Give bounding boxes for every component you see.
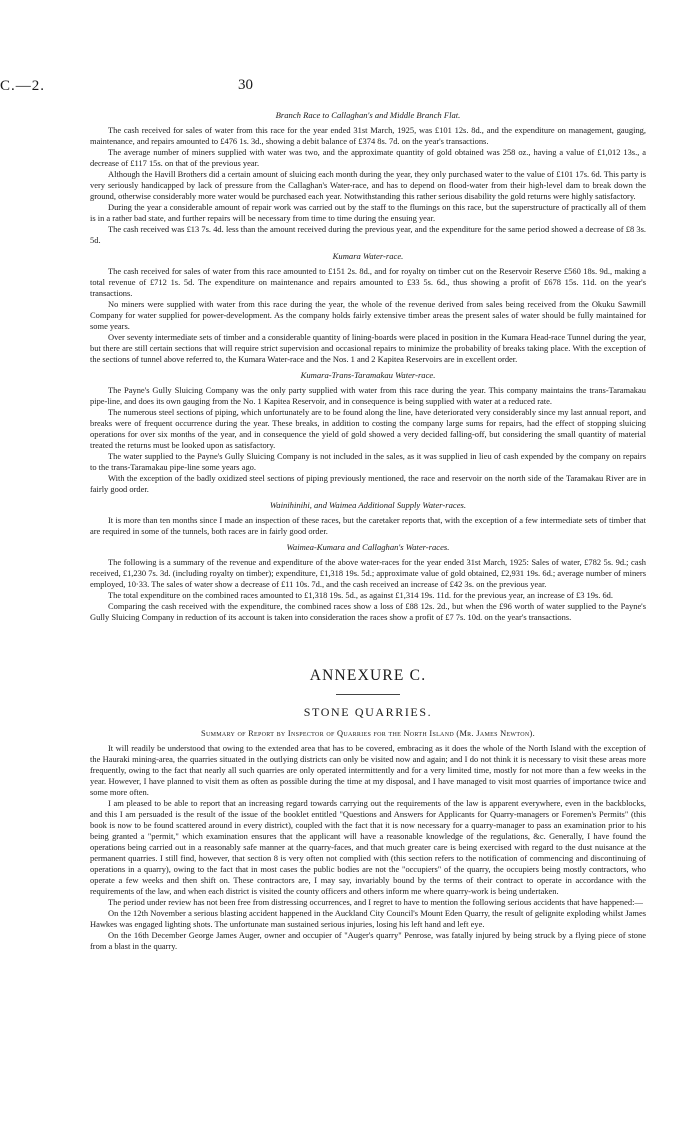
paragraph: The numerous steel sections of piping, which unfortunately are to be found along the line, have deteriorated very considerably since my last annual report, and breaks were of frequent occurrence during the year. These breaks, in addition to costing the company large sums for repairs, had the effect of stopping sluicing operations for over six months of the year, and in consequence the yield of gold showed a very decided falling-off, but considering the small quantity of material treated the returns must be looked upon as satisfactory.: [90, 407, 646, 450]
paragraph: On the 16th December George James Auger, owner and occupier of "Auger's quarry" Penrose, was fatally injured by being struck by a flying piece of stone from a blast in the quarry.: [90, 930, 646, 951]
section-branch-race: [90, 110, 646, 246]
section-wainihinihi-waimea: [90, 500, 646, 537]
paragraph: With the exception of the badly oxidized steel sections of piping previously mentioned, the race and reservoir on the north side of the Taramakau River are in fairly good order.: [90, 473, 646, 494]
paragraph: The cash received for sales of water from this race amounted to £151 2s. 8d., and for royalty on timber cut on the Reservoir Reserve £560 18s. 9d., making a total revenue of £712 1s. 5d. The expenditure on maintenance and repairs amounted to £33 5s. 6d., thus showing a profit of £678 15s. 11d. on the year's transactions.: [90, 266, 646, 298]
paragraph: The average number of miners supplied with water was two, and the approximate quantity of gold obtained was 258 oz., having a value of £1,012 13s., a decrease of £117 15s. on that of the previous year.: [90, 147, 646, 168]
paragraph: Comparing the cash received with the expenditure, the combined races show a loss of £88 12s. 2d., but when the £96 worth of water supplied to the Payne's Gully Sluicing Company in reduction of its account is taken into consideration the races show a profit of £7 7s. 10d. on the year's transactions.: [90, 601, 646, 622]
section-title: Branch Race to Callaghan's and Middle Branch Flat.: [275, 110, 461, 120]
divider: [336, 694, 400, 695]
annexure-subtitle: STONE QUARRIES.: [303, 705, 433, 719]
paragraph: The total expenditure on the combined races amounted to £1,318 19s. 5d., as against £1,314 19s. 11d. for the previous year, an increase of £3 19s. 6d.: [108, 590, 614, 600]
paragraph: Over seventy intermediate sets of timber and a considerable quantity of lining-boards were placed in position in the Kumara Head-race Tunnel during the year, but there are still certain sections that will require strict supervision and occasional repairs to minimize the probability of breaks taking place. With the exception of the sections of tunnel above referred to, the Kumara Water-race and the Nos. 1 and 2 Kapitea Reservoirs are in excellent order.: [90, 332, 646, 364]
doc-code: C.—2.: [0, 78, 46, 94]
paragraph: The period under review has not been free from distressing occurrences, and I regret to have to mention the following serious accidents that have happened:—: [108, 897, 643, 907]
page-number: 30: [238, 77, 253, 93]
annexure-title: ANNEXURE C.: [309, 667, 427, 684]
section-title: Kumara-Trans-Taramakau Water-race.: [300, 370, 436, 380]
section-kumara-water-race: [90, 251, 646, 365]
paragraph: Although the Havill Brothers did a certain amount of sluicing each month during the year, they only purchased water to the value of £101 17s. 6d. This party is very seriously handicapped by lack of pressure from the Callaghan's Water-race, and has to depend on flood-water from their high-level dam to break down the ground, otherwise considerably more water would be purchased each year. Notwithstanding this rather serious disability the gold returns were highly satisfactory.: [90, 169, 646, 201]
paragraph: On the 12th November a serious blasting accident happened in the Auckland City Council's Mount Eden Quarry, the result of gelignite exploding whilst James Hawkes was engaged lighting shots. The unfortunate man sustained serious injuries, losing his left hand and left eye.: [90, 908, 646, 929]
paragraph: The following is a summary of the revenue and expenditure of the above water-races for the year ended 31st March, 1925: Sales of water, £782 5s. 9d.; cash received, £1,230 7s. 3d. (including royalty on timber); expenditure, £1,318 19s. 5d.; approximate value of gold obtained, £2,931 19s. 6d.; average number of miners employed, 10·33. The sales of water show a decrease of £11 10s. 7d., and the cash received an increase of £42 3s. on the previous year.: [90, 557, 646, 589]
section-kumara-trans-taramakau: [90, 370, 646, 495]
section-title: Waimea-Kumara and Callaghan's Water-races.: [286, 542, 450, 552]
section-title: Kumara Water-race.: [332, 251, 404, 261]
annexure-c: [90, 667, 646, 952]
paragraph: The water supplied to the Payne's Gully Sluicing Company is not included in the sales, as it was supplied in lieu of cash expended by the company on repairs to the trans-Taramakau pipe-line some years ago.: [90, 451, 646, 472]
paragraph: The cash received for sales of water from this race for the year ended 31st March, 1925, was £101 12s. 8d., and the expenditure on management, gauging, maintenance, and repairs amounted to £476 1s. 3d., showing a debit balance of £374 8s. 7d. on the year's transactions.: [90, 125, 646, 146]
paragraph: During the year a considerable amount of repair work was carried out by the staff to the flumings on this race, but the superstructure of practically all of them is in a rather bad state, and further repairs will be necessary from time to time during the ensuing year.: [90, 202, 646, 223]
paragraph: The cash received was £13 7s. 4d. less than the amount received during the previous year, and the expenditure for the same period showed a decrease of £8 3s. 5d.: [90, 224, 646, 245]
section-waimea-kumara-callaghans: [90, 542, 646, 623]
paragraph: It is more than ten months since I made an inspection of these races, but the caretaker reports that, with the exception of a few intermediate sets of timber that are required in some of the tunnels, both races are in fairly good order.: [90, 515, 646, 536]
paragraph: The Payne's Gully Sluicing Company was the only party supplied with water from this race during the year. This company maintains the trans-Taramakau pipe-line, and does its own gauging from the No. 1 Kapitea Reservoir, and in consequence is being supplied with water at a reduced rate.: [90, 385, 646, 406]
paragraph: I am pleased to be able to report that an increasing regard towards carrying out the requirements of the law is apparent everywhere, even in the backblocks, and this I am persuaded is the result of the issue of the booklet entitled "Questions and Answers for Applicants for Quarry-managers or Foremen's Permits" (this book is now to be found scattered around in every district), coupled with the fact that it is now necessary for a quarry-manager to pass an examination prior to his being granted a "permit," which examination ensures that the applicant will have a reasonable knowledge of the regulations, &c. Generally, I have found the operations being carried out in a reasonably safe manner at the quarry-faces, and that much greater care is being exercised with regard to the dust nuisance at the permanent quarries. I still find, however, that section 8 is very often not complied with (this section refers to the notification of commencing and discontinuing of operations in a quarry), owing to the fact that in most cases the public bodies are not the "occupiers" of the quarry, the occupiers being mostly contractors, who operate a few weeks and then shift on. These contractors are, I may say, invariably bound by the terms of their contract to operate in accordance with the requirements of the law, and when each district is visited the county officers and others inform me where quarry-work is being undertaken.: [90, 798, 646, 896]
section-title: Wainihinihi, and Waimea Additional Supply Water-races.: [269, 500, 467, 510]
document-body: [90, 110, 646, 952]
paragraph: No miners were supplied with water from this race during the year, the whole of the revenue derived from sales being received from the Okuku Sawmill Company for water supplied for power-development. As the company holds fairly extensive timber areas the present sales of water should be fully maintained for some years.: [90, 299, 646, 331]
paragraph: It will readily be understood that owing to the extended area that has to be covered, embracing as it does the whole of the North Island with the exception of the Hauraki mining-area, the quarries situated in the outlying districts can only be visited now and again; and I do not think it is necessary to visit these areas more frequently, owing to the fact that nearly all such quarries are only operated intermittently and for a very limited time, mostly for not more than a few weeks in the year. However, I have planned to visit them as often as possible during the time at my disposal, and I have managed to visit most quarries of importance twice and some more often.: [90, 743, 646, 797]
annexure-summary-heading: Summary of Report by Inspector of Quarries for the North Island (Mr. James Newton).: [201, 729, 535, 738]
